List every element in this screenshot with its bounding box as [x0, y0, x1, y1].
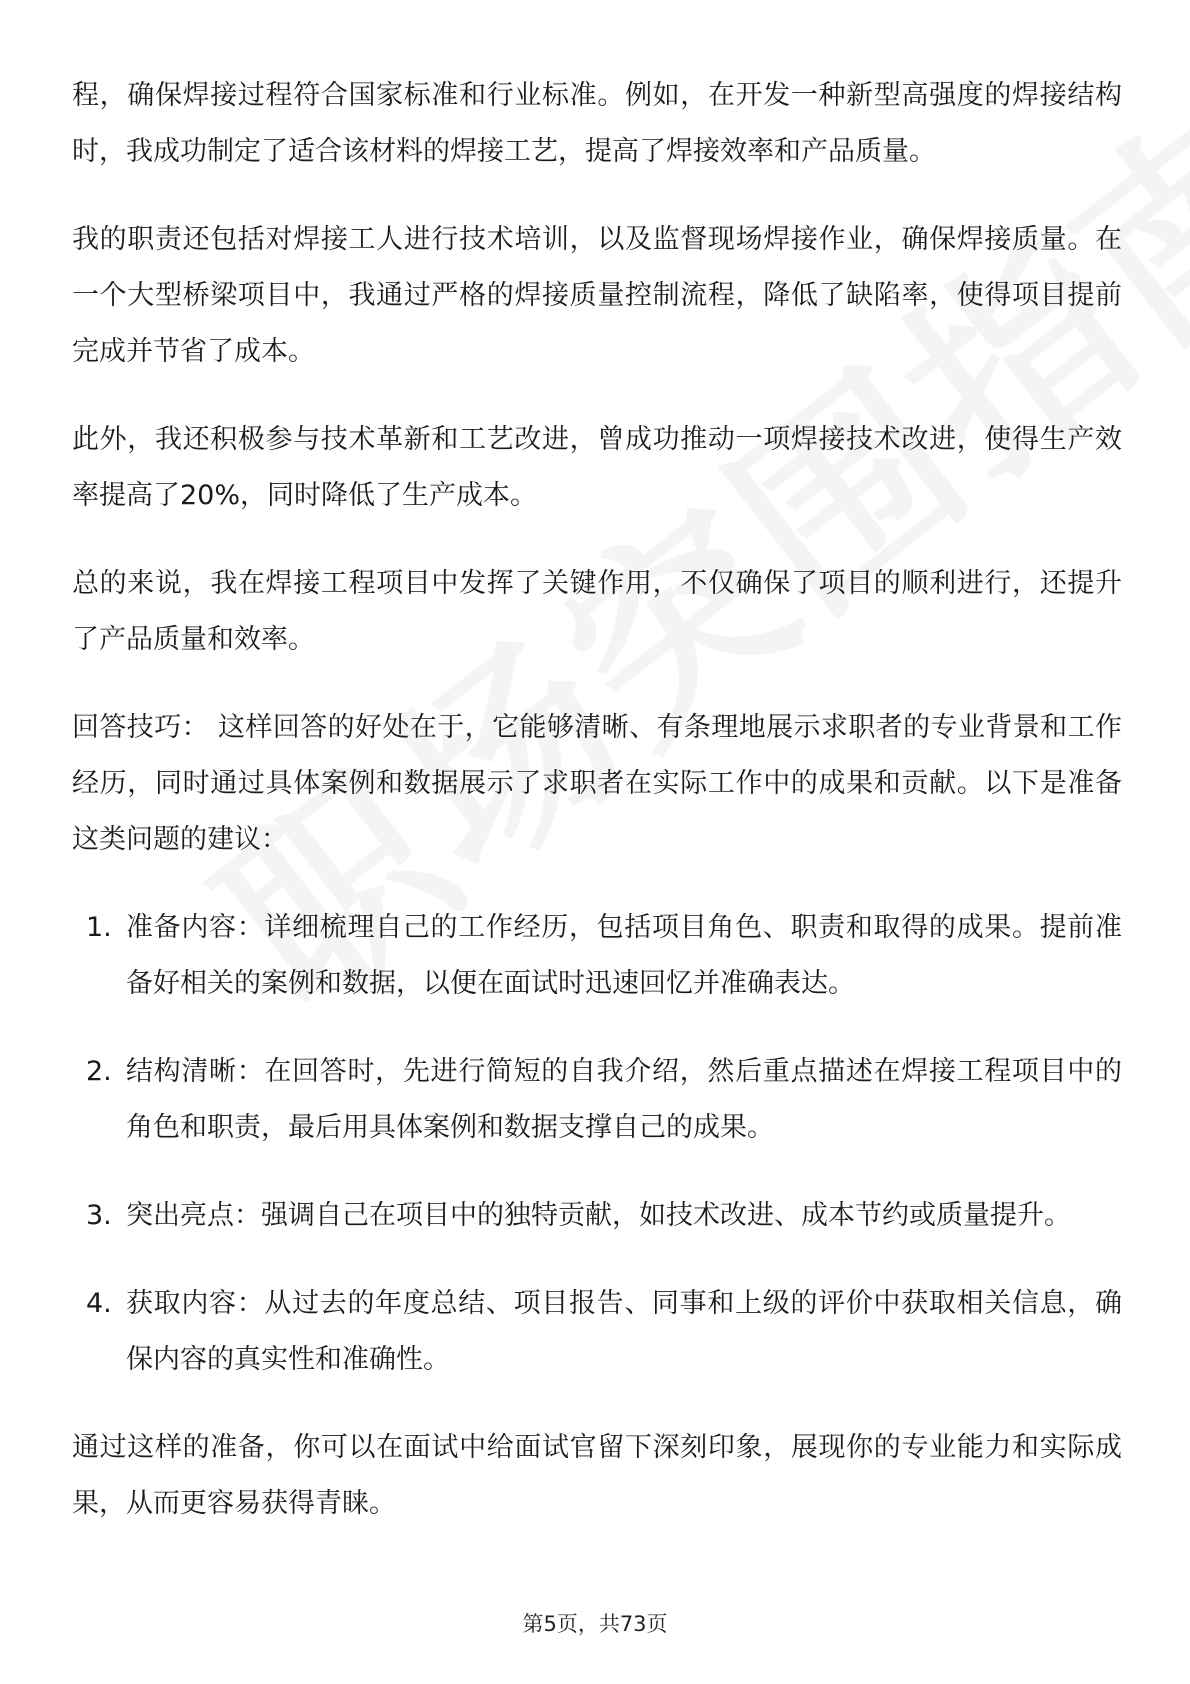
- list-item: [72, 1044, 1122, 1156]
- list-item-text: 结构清晰：在回答时，先进行简短的自我介绍，然后重点描述在焊接工程项目中的角色和职责，最后用具体案例和数据支撑自己的成果。: [126, 1056, 1122, 1143]
- page-content: [72, 68, 1122, 1564]
- list-item-number: 2.: [86, 1056, 112, 1087]
- list-item-number: 1.: [86, 912, 112, 943]
- list-item-text: 准备内容：详细梳理自己的工作经历，包括项目角色、职责和取得的成果。提前准备好相关的案例和数据，以便在面试时迅速回忆并准确表达。: [126, 912, 1122, 999]
- paragraph-closing: 通过这样的准备，你可以在面试中给面试官留下深刻印象，展现你的专业能力和实际成果，从而更容易获得青睐。: [72, 1432, 1122, 1519]
- tips-list: [72, 900, 1122, 1388]
- list-item-text: 突出亮点：强调自己在项目中的独特贡献，如技术改进、成本节约或质量提升。: [126, 1200, 1071, 1231]
- paragraph-innovation: 此外，我还积极参与技术革新和工艺改进，曾成功推动一项焊接技术改进，使得生产效率提高了20%，同时降低了生产成本。: [72, 424, 1122, 511]
- list-item-text: 获取内容：从过去的年度总结、项目报告、同事和上级的评价中获取相关信息，确保内容的真实性和准确性。: [126, 1288, 1122, 1375]
- paragraph-answer-tips: 回答技巧： 这样回答的好处在于，它能够清晰、有条理地展示求职者的专业背景和工作经历，同时通过具体案例和数据展示了求职者在实际工作中的成果和贡献。以下是准备这类问题的建议：: [72, 712, 1122, 855]
- list-item-number: 4.: [86, 1288, 112, 1319]
- paragraph-welding-process: 程，确保焊接过程符合国家标准和行业标准。例如，在开发一种新型高强度的焊接结构时，我成功制定了适合该材料的焊接工艺，提高了焊接效率和产品质量。: [72, 80, 1122, 167]
- paragraph-summary: 总的来说，我在焊接工程项目中发挥了关键作用，不仅确保了项目的顺利进行，还提升了产品质量和效率。: [72, 568, 1122, 655]
- paragraph-responsibilities: 我的职责还包括对焊接工人进行技术培训，以及监督现场焊接作业，确保焊接质量。在一个大型桥梁项目中，我通过严格的焊接质量控制流程，降低了缺陷率，使得项目提前完成并节省了成本。: [72, 224, 1122, 367]
- list-item: [72, 1188, 1122, 1244]
- list-item-number: 3.: [86, 1200, 112, 1231]
- list-item: [72, 1276, 1122, 1388]
- list-item: [72, 900, 1122, 1012]
- page-number-footer: 第5页，共73页: [522, 1612, 668, 1636]
